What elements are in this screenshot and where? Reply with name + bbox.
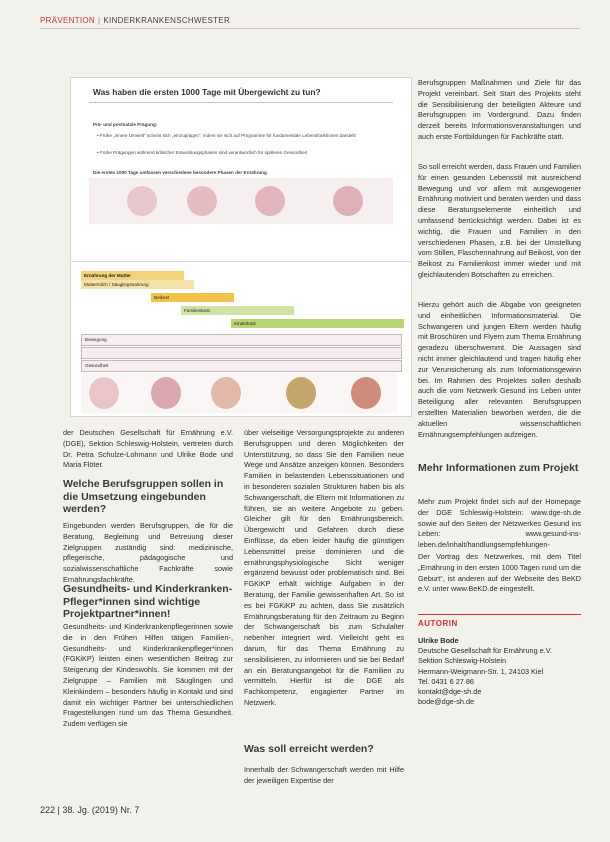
col1-intro: der Deutschen Gesellschaft für Ernährung e.V. (DGE), Sektion Schleswig-Holstein, vertreten durch Dr. Petra Schulze-Lohmann und Ulrike Bode und Maria Flöter. (63, 428, 233, 470)
figure-box-heading: Prä- und postnatale Prägung: (93, 122, 158, 127)
row-sub (81, 347, 402, 359)
author-name: Ulrike Bode (418, 636, 459, 645)
fetus-image-2 (187, 186, 217, 216)
bullet-2-text: Frühe Prägungen während kritischer Entwicklungsphasen sind verantwortlich für späteres Gesundheit (99, 150, 307, 155)
col2-paragraph-2: Innerhalb der Schwangerschaft werden mit Hilfe der jeweiligen Expertise der (244, 765, 404, 785)
col3-paragraph-3: Hierzu gehört auch die Abgabe von geeigneten und einheitlichen Informationsmaterial. Die Schwangeren und jungen Eltern werden häufig mit Broschüren und Flyern zum Thema Ernährung geradezu überschwemmt. Die Aussagen sind nicht immer gleichlautend und tragen häufig eher zur Verunsicherung als zum Informationsgewinn bei. Im Rahmen des Projektes sollen deshalb auch die vom Netzwerk Gesund ins Leben unter Beteiligung aller relevanten Berufsgruppen erstellten Materialien beworben werden, die die aktuellen wissenschaftlichen Ernährungsempfehlungen aufzeigen. (418, 300, 581, 439)
bar-family-food: Familienkost (181, 306, 294, 315)
fetus-image-3 (255, 186, 285, 216)
row-health: Gesundheit (81, 360, 402, 372)
author-email-1: kontakt@dge-sh.de (418, 687, 482, 697)
figure-title-rule (89, 102, 393, 103)
figure-divider (71, 261, 411, 262)
col3-paragraph-1: Berufsgruppen Maßnahmen und Ziele für das Projekt vereinbart. Seit Start des Projekts steht die Sensibilisierung der beteiligten Akteure und Berufsgruppen im Vordergrund. Dazu finden derzeit bereits Informationsveranstaltungen und auch erste Fortbildungen für Fachkräfte statt. (418, 78, 581, 141)
column-1 (63, 428, 233, 475)
figure-phase-caption: Die ersten 1000 Tage umfassen verschiedene besondere Phasen der Ernährung (93, 170, 267, 175)
fetus-image-4 (333, 186, 363, 216)
child-image-1 (89, 377, 119, 409)
figure-bullet-1: • Frühe „innere Umwelt“ scheint sich „einzuprägen“, indem sie sich auf Programme für fundamentale Lebensfunktionen darstellt (97, 133, 356, 138)
bar-complementary-food: Beikost (151, 293, 234, 302)
row-movement: Bewegung (81, 334, 402, 346)
author-org-1: Deutsche Gesellschaft für Ernährung e.V. (418, 646, 552, 656)
section-label: PRÄVENTION (40, 16, 96, 25)
col3-paragraph-2: So soll erreicht werden, dass Frauen und Familien für einen gesunden Lebensstil mit ausreichend Bewegung und vor allem mit ausgewogener Ernährung motiviert und beraten werden und dass diese Beratungselemente einheitlich und umfassend berücksichtigt werden. Dabei ist es wichtig, die Frauen und Familien in den verschiedenen Phasen, z.B. bei der Umstellung vom Stillen, Flaschennahrung auf Beikost, von der Beikost zu Familienkost immer wieder und mit gleichlautenden Botschaften zu erreichen. (418, 162, 581, 279)
page-number: 222 (40, 805, 56, 815)
subsection-label: KINDERKRANKENSCHWESTER (103, 16, 231, 25)
header-rule (40, 28, 580, 29)
child-photo-strip (81, 373, 397, 413)
child-image-2 (151, 377, 181, 409)
child-image-5 (351, 377, 381, 409)
author-email-2: bode@dge-sh.de (418, 697, 475, 707)
bar-child-food: Kinderkost (231, 319, 404, 328)
issue-info: | 38. Jg. (2019) Nr. 7 (57, 805, 140, 815)
child-image-3 (211, 377, 241, 409)
header-separator: | (98, 16, 101, 25)
heading-nurses-partners: Gesundheits- und Kinderkranken-Pfleger*innen sind wichtige Projektpartner*innen! (63, 583, 233, 620)
author-label: AUTORIN (418, 619, 458, 628)
heading-what-to-achieve: Was soll erreicht werden? (244, 743, 374, 755)
page-footer (40, 805, 139, 815)
col2-paragraph-1: über vielseitige Versorgungsprojekte zu anderen Berufsgruppen und deren Möglichkeiten der Unterstützung, so dass Sie den Familien neue Wege und Ansätze anzeigen können. Besonders Familien in belastenden Lebenssituationen und in besonderen sozialen Strukturen haben bis als Schwangerschaft, die Eltern mit Informationen zu führen, sie an weitere Angebote zu geben. Gleicher gilt für den Ernährungsbereich. Übergewicht und Gefahren durch diese Einflüsse, da eben leider häufig die günstigen Lebensmittel preise dominieren und die ernährungsphysiologische Sicht weniger ergänzend bewusst oder problematisch sind. Bei FGKiKP erhält wichtige Aufgaben in der Beratung, der Familie gewissenhaften Art. So ist es bei FGKiKP zu achten, dass Sie zusätzlich Ernährungsberatung für den Zeitraum zu Beginn der Schwangerschaft bis zum Schulalter nebenher integriert wird. Vielleicht geht es darum, für das Thema Ernährung zu sensibilisieren, zu informieren und sie bei Bedarf an ein Beratungsangebot für die Familien zu vermitteln. Hierfür ist die DGE als Fachkompetenz, engagierter Partner im Netzwerk. (244, 428, 404, 707)
bar-breastmilk: Muttermilch / Säuglingsnahrung (81, 280, 194, 289)
heading-more-info: Mehr Informationen zum Projekt (418, 462, 579, 474)
figure-title: Was haben die ersten 1000 Tage mit Übergewicht zu tun? (93, 87, 321, 97)
fetal-stage-strip (89, 178, 393, 224)
running-header (40, 16, 230, 25)
author-org-2: Sektion Schleswig-Holstein (418, 656, 507, 666)
author-rule (418, 614, 581, 615)
col3-paragraph-4: Mehr zum Projekt findet sich auf der Homepage der DGE Schleswig-Holstein: www.dge-sh.de sowie auf den Seiten der Netzwerkes Gesund ins Leben: www.gesund-ins-leben.de/inhalt/handlungsempfehlungen- (418, 497, 581, 550)
fetus-image-1 (127, 186, 157, 216)
author-block (418, 636, 581, 707)
bar-maternal-nutrition: Ernährung der Mutter (81, 271, 184, 280)
figure-bullet-2: • Frühe Prägungen während kritischer Entwicklungsphasen sind verantwortlich für späteres Gesundheit (97, 150, 307, 155)
infographic-figure (70, 77, 412, 417)
child-image-4 (286, 377, 316, 409)
col1-paragraph-1: Eingebunden werden Berufsgruppen, die für die Beratung, Begleitung und Betreuung dieser Zielgruppen zuständig sind: medizinische, pflegerische, pädagogische und sozialwissenschaftliche Fachkräfte sowie Ernährungsfachkräfte. (63, 521, 233, 584)
bullet-1-text: Frühe „innere Umwelt“ scheint sich „einzuprägen“, indem sie sich auf Programme für fundamentale Lebensfunktionen darstellt (99, 133, 356, 138)
author-address: Hermann-Weigmann-Str. 1, 24103 Kiel (418, 666, 544, 676)
col1-paragraph-2: Gesundheits- und Kinderkrankenpflegerinnen sowie die in den Frühen Hilfen tätigen Familien-, Gesundheits- und Kinderkrankenpfleger*innen (FGKiKP) leisten einen wesentlichen Beitrag zur Steigerung der Kindeswohls. Sie kommen mit der Zielgruppe – Familien mit Säuglingen und Kleinkindern – besonders häufig in Kontakt und sind damit ein wichtiger Partner bei unterschiedlichen Fragestellungen rund um das Thema Gesundheit. Zudem verfügen sie (63, 622, 233, 729)
col3-paragraph-5: Der Vortrag des Netzwerkes, mit dem Titel „Ernährung in den ersten 1000 Tagen rund um die Geburt“, ist anderen auf der Webseite des BeKD e.V. unter www.BeKD.de eingestellt. (418, 552, 581, 594)
author-phone: Tel. 0431 6 27 86 (418, 676, 474, 686)
heading-professional-groups: Welche Berufsgruppen sollen in die Umsetzung eingebunden werden? (63, 478, 224, 515)
